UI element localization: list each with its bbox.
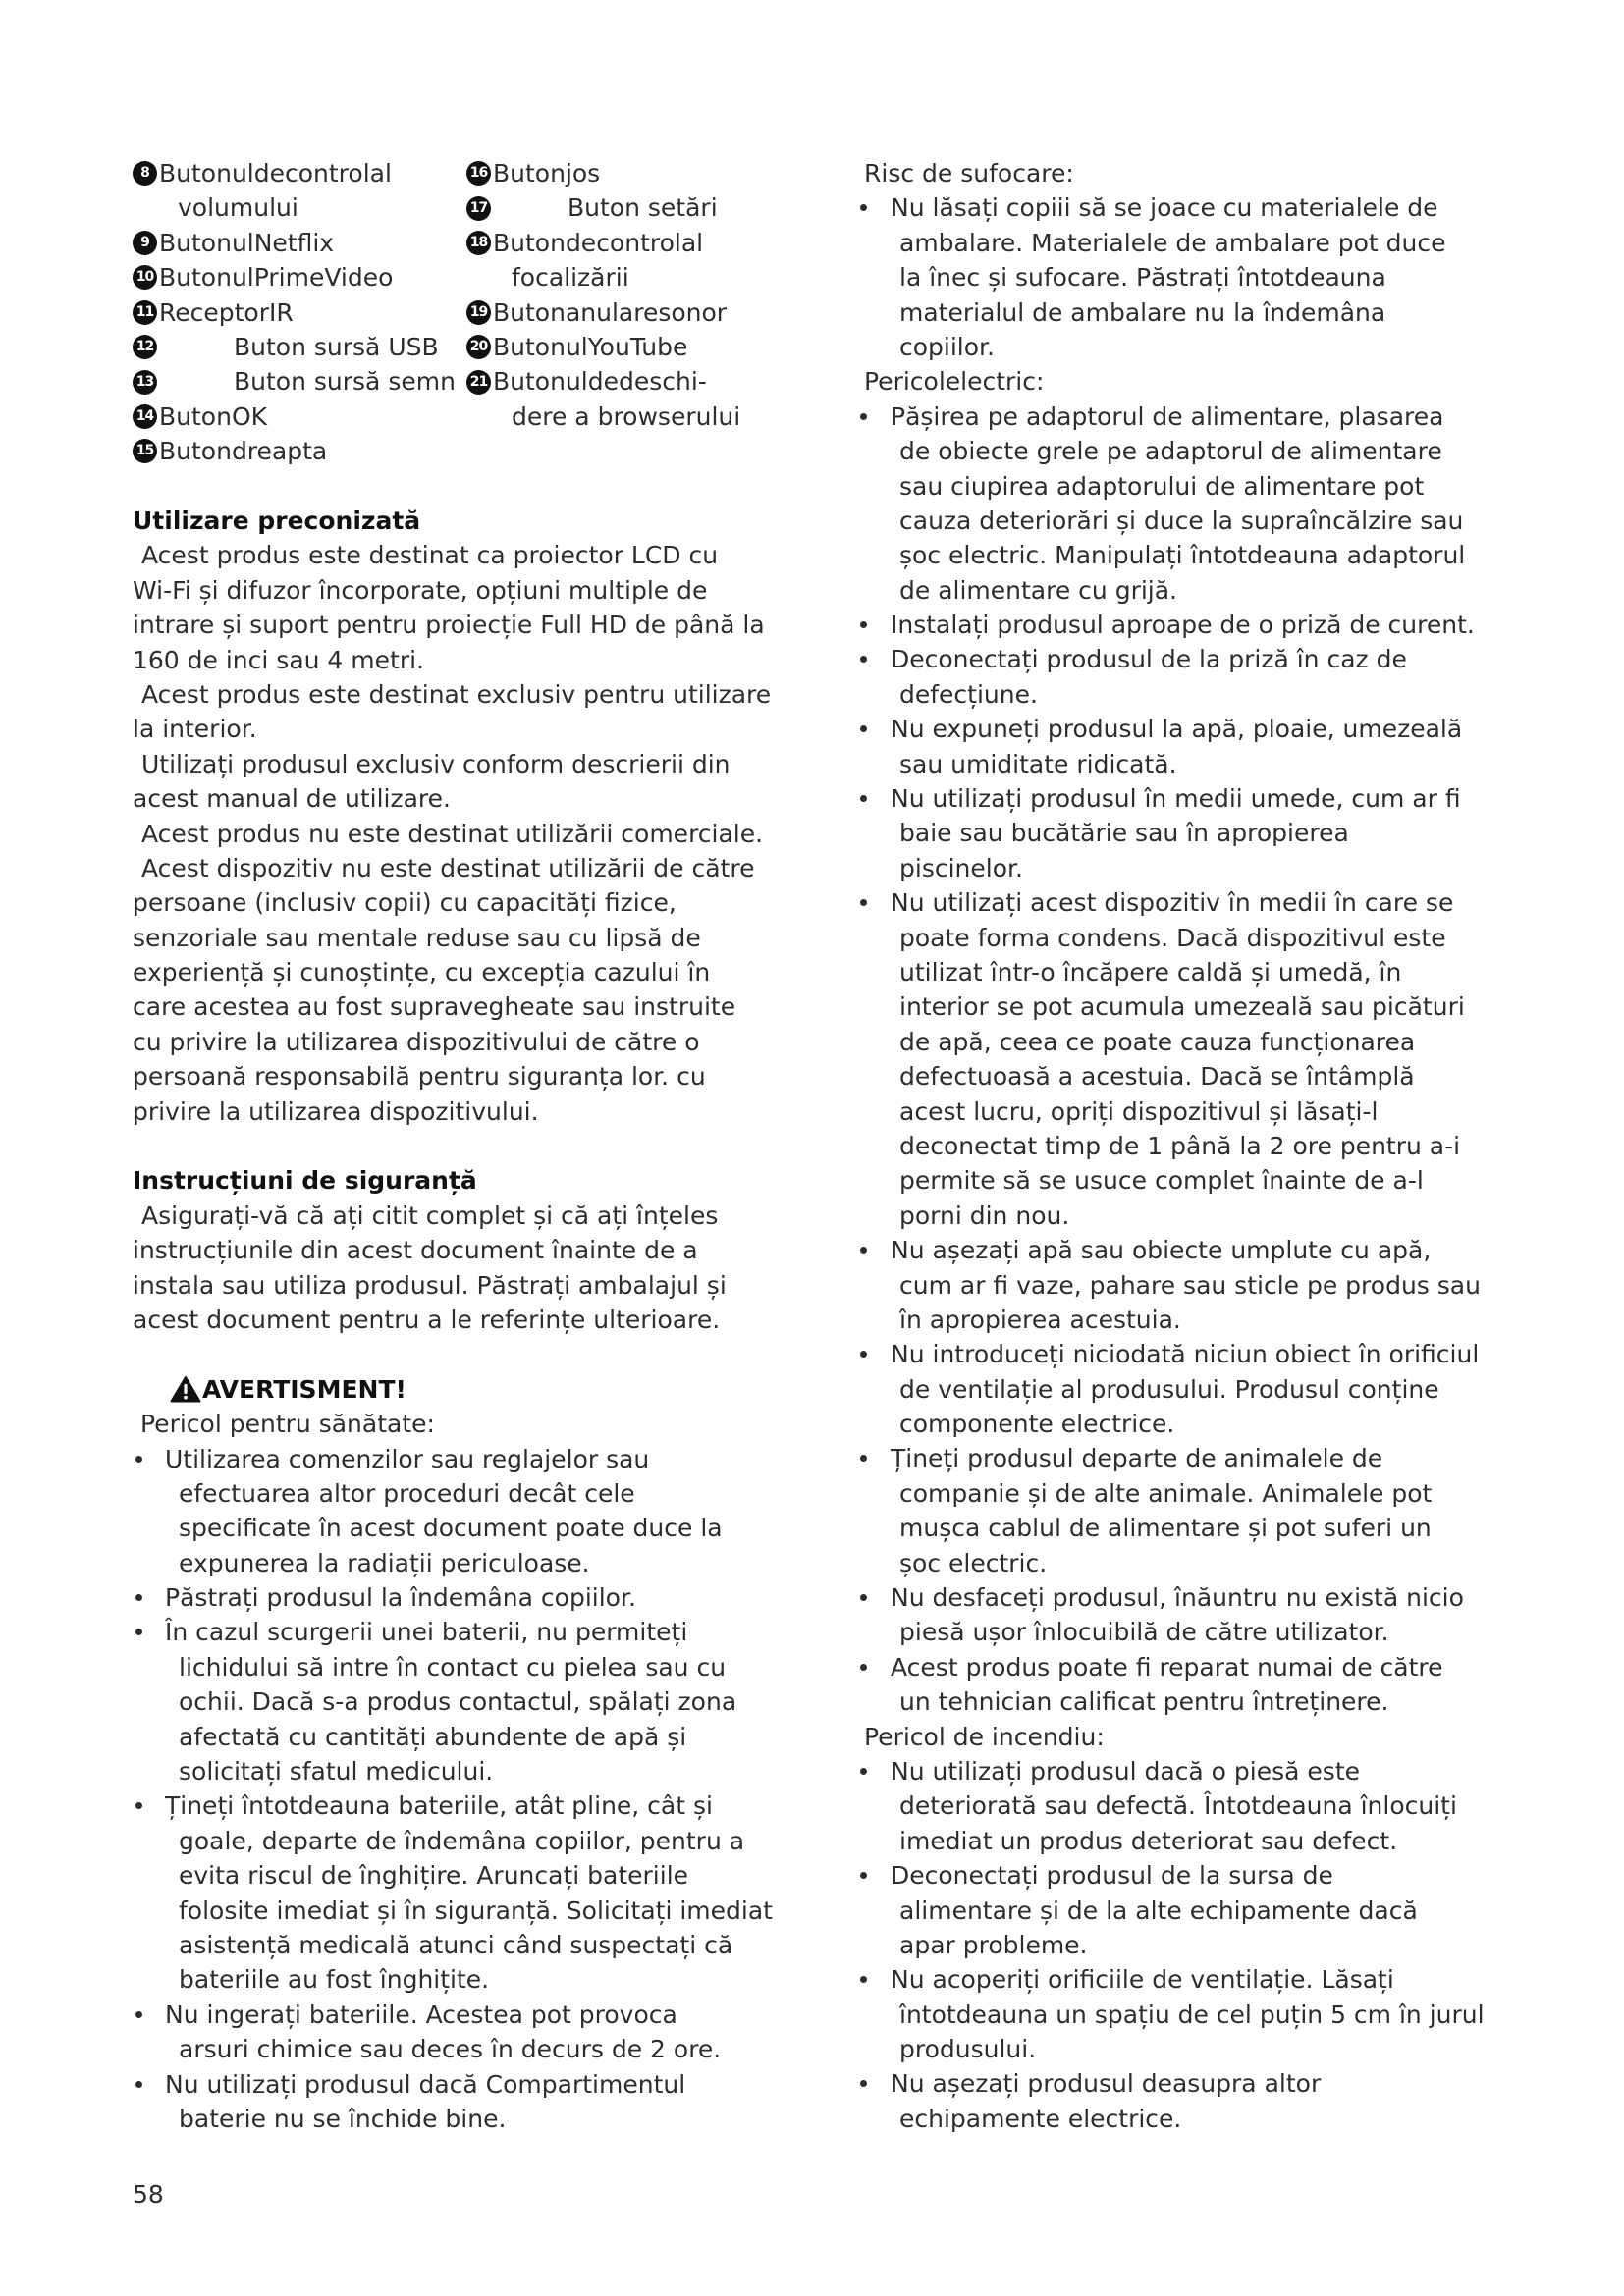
button-legend-item [466, 226, 740, 295]
bullet-item [859, 1441, 1586, 1580]
bullet-line: interior se pot acumula umezeală sau picături [899, 992, 1465, 1022]
button-legend-label: Buton sursă semn [234, 367, 456, 397]
number-badge: 20 [466, 335, 491, 359]
paragraph-line: Acest produs nu este destinat utilizării comerciale. [141, 819, 764, 848]
bullet-line: de ventilație al produsului. Produsul conține [899, 1374, 1439, 1404]
paragraph [133, 851, 820, 1129]
bullet-line: Nu așezați produsul deasupra altor [891, 2069, 1322, 2099]
section-heading: Instrucțiuni de siguranță [133, 1166, 477, 1196]
button-legend-label: Butondecontrolal [493, 228, 704, 257]
hazard-category-label: Pericol de incendiu: [864, 1722, 1105, 1751]
button-legend-line [466, 330, 740, 364]
bullet-line: solicitați sfatul medicului. [179, 1757, 494, 1787]
bullet-item [133, 1615, 820, 1789]
warning-label: AVERTISMENT! [202, 1374, 406, 1404]
bullet-line: la înec și sufocare. Păstrați întotdeauna [899, 263, 1386, 293]
bullet-item [859, 1962, 1586, 2066]
bullet-item [859, 1754, 1586, 1858]
bullet-item [859, 642, 1586, 712]
number-badge: 17 [466, 196, 491, 221]
paragraph-line: Utilizați produsul exclusiv conform descrierii din [141, 749, 731, 778]
bullet-dot-icon [860, 204, 867, 211]
bullet-dot-icon [860, 1247, 867, 1254]
bullet-item [859, 2066, 1586, 2136]
bullet-dot-icon [860, 621, 867, 628]
button-legend-label: ButonulYouTube [493, 332, 688, 361]
button-legend-item [133, 260, 456, 294]
hazard-category-label: Risc de sufocare: [864, 159, 1074, 187]
paragraph [133, 1199, 820, 1338]
button-legend-label: ButonulPrimeVideo [159, 263, 394, 293]
bullet-item [859, 1337, 1586, 1441]
bullet-line: Nu ingerați bateriile. Acestea pot provoca [165, 2000, 677, 2029]
number-badge: 19 [466, 300, 491, 325]
button-legend-label: ReceptorIR [159, 297, 294, 327]
bullet-line: asistență medicală atunci când suspectați că [179, 1931, 733, 1959]
button-legend-item [133, 295, 456, 330]
bullet-line: Țineți întotdeauna bateriile, atât pline, cât și [165, 1791, 713, 1821]
bullet-dot-icon [135, 2081, 142, 2088]
warning-triangle-icon [170, 1375, 201, 1403]
bullet-line: piesă ușor înlocuibilă de către utilizator. [899, 1618, 1389, 1647]
number-badge: 14 [133, 404, 157, 429]
bullet-line: utilizat într-o încăpere caldă și umedă, în [899, 957, 1402, 987]
button-legend-label: Butonanularesonor [493, 297, 728, 327]
button-legend-line [133, 400, 456, 434]
bullet-line: Nu acoperiți orificiile de ventilație. Lăsați [891, 1965, 1394, 1995]
bullet-line: Nu utilizați produsul în medii umede, cum ar fi [891, 784, 1461, 814]
bullet-line: în apropierea acestuia. [899, 1305, 1181, 1334]
button-legend-item [133, 400, 456, 434]
bullet-dot-icon [135, 1802, 142, 1809]
number-badge: 8 [133, 161, 157, 186]
bullet-dot-icon [860, 899, 867, 906]
paragraph-line: intrare și suport pentru proiecție Full HD de până la [133, 611, 765, 640]
bullet-line: lichidului să intre în contact cu pielea sau cu [179, 1652, 727, 1682]
button-legend-item [133, 330, 456, 364]
bullet-line: imediat un produs deteriorat sau defect. [899, 1826, 1398, 1855]
bullet-item [133, 1998, 820, 2067]
bullet-line: Țineți produsul departe de animalele de [891, 1444, 1383, 1473]
bullet-item [859, 608, 1586, 642]
bullet-line: Deconectați produsul de la priză în caz de [891, 645, 1407, 674]
button-legend-label: Buton sursă USB [234, 332, 439, 361]
section-heading: Utilizare preconizată [133, 506, 421, 535]
page-number: 58 [133, 2180, 164, 2209]
bullet-line: bateriile au fost înghițite. [179, 1965, 490, 1995]
paragraph-line: Acest produs este destinat ca proiector LCD cu [141, 541, 719, 570]
bullet-line: Deconectați produsul de la sursa de [891, 1861, 1333, 1891]
bullet-item [859, 190, 1586, 364]
hazard-category-label: Pericolelectric: [864, 367, 1045, 397]
paragraph-line: experiență și cunoștințe, cu excepția cazului în [133, 958, 711, 988]
bullet-dot-icon [860, 1768, 867, 1775]
bullet-line: Instalați produsul aproape de o priză de curent. [891, 611, 1475, 640]
paragraph [133, 677, 820, 747]
button-legend [133, 156, 820, 469]
bullet-line: copiilor. [899, 332, 995, 361]
bullet-line: acest lucru, opriți dispozitivul și lăsați-l [899, 1096, 1379, 1126]
bullet-line: apar probleme. [899, 1930, 1088, 1959]
bullet-item [859, 1650, 1586, 1720]
bullet-line: În cazul scurgerii unei baterii, nu permiteți [165, 1618, 688, 1647]
number-badge: 18 [466, 231, 491, 255]
bullet-dot-icon [860, 1455, 867, 1462]
bullet-line: produsului. [899, 2035, 1037, 2064]
bullet-line: Nu utilizați produsul dacă Compartimentul [165, 2069, 686, 2099]
button-legend-label: ButonOK [159, 401, 268, 431]
bullet-line: Nu expuneți produsul la apă, ploaie, umezeală [891, 715, 1463, 744]
bullet-dot-icon [860, 725, 867, 732]
bullet-line: poate forma condens. Dacă dispozitivul este [899, 923, 1446, 952]
bullet-dot-icon [860, 413, 867, 420]
button-legend-label: Buton setări [568, 193, 718, 223]
paragraph-line: Asigurați-vă că ați citit complet și că ați înțeles [141, 1201, 719, 1230]
bullet-line: defectuoasă a acestuia. Dacă se întâmplă [899, 1062, 1415, 1092]
button-legend-line [133, 226, 456, 260]
bullet-dot-icon [860, 1351, 867, 1358]
bullet-dot-icon [860, 795, 867, 802]
bullet-dot-icon [860, 1594, 867, 1601]
button-legend-label: Butondreapta [159, 437, 328, 466]
bullet-line: de alimentare cu grijă. [899, 575, 1178, 605]
paragraph-line: persoană responsabilă pentru siguranța lor. cu [133, 1062, 706, 1092]
bullet-line: baterie nu se închide bine. [179, 2104, 507, 2133]
paragraph-line: Acest dispozitiv nu este destinat utilizării de către [141, 853, 755, 882]
bullet-line: de apă, ceea ce poate cauza funcționarea [899, 1027, 1416, 1056]
paragraph-line: cu privire la utilizarea dispozitivului de către o [133, 1027, 700, 1056]
bullet-line: materialul de ambalare nu la îndemâna [899, 297, 1386, 327]
button-legend-line [133, 364, 456, 399]
bullet-line: evita riscul de înghițire. Aruncați bateriile [179, 1861, 689, 1891]
bullet-dot-icon [135, 2011, 142, 2018]
bullet-dot-icon [135, 1594, 142, 1601]
bullet-line: cum ar fi vaze, pahare sau sticle pe produs sau [899, 1270, 1481, 1300]
button-legend-right [466, 156, 740, 434]
number-badge: 13 [133, 370, 157, 395]
button-legend-item [466, 156, 740, 190]
button-legend-item [466, 295, 740, 330]
bullet-dot-icon [860, 2080, 867, 2087]
bullet-item [859, 400, 1586, 608]
bullet-line: afectată cu cantități abundente de apă și [179, 1722, 687, 1751]
paragraph-line: acest manual de utilizare. [133, 784, 451, 814]
paragraph-line: persoane (inclusiv copii) cu capacități fizice, [133, 888, 677, 918]
bullet-item [859, 712, 1586, 781]
right-column [859, 156, 1586, 2136]
number-badge: 12 [133, 335, 157, 359]
button-legend-item [466, 364, 740, 434]
bullet-dot-icon [135, 1629, 142, 1635]
bullet-line: folosite imediat și în siguranță. Solicitați imediat [179, 1896, 773, 1925]
bullet-item [859, 885, 1586, 1233]
bullet-line: arsuri chimice sau deces în decurs de 2 ore. [179, 2035, 722, 2064]
bullet-line: Nu utilizați acest dispozitiv în medii în care se [891, 888, 1454, 918]
paragraph [133, 747, 820, 817]
paragraph-line: Acest produs este destinat exclusiv pentru utilizare [141, 679, 772, 709]
bullet-item [133, 1580, 820, 1615]
button-legend-label: ButonulNetflix [159, 228, 335, 257]
paragraph-line: 160 de inci sau 4 metri. [133, 645, 424, 674]
bullet-line: goale, departe de îndemâna copiilor, pentru a [179, 1826, 745, 1855]
bullet-line: Nu așezați apă sau obiecte umplute cu apă, [891, 1236, 1432, 1265]
bullet-line: mușca cablul de alimentare și pot suferi un [899, 1514, 1432, 1543]
bullet-line: un tehnician calificat pentru întreținere. [899, 1687, 1389, 1717]
warning-heading [133, 1372, 820, 1407]
paragraph-line: instrucțiunile din acest document înainte de a [133, 1236, 698, 1265]
button-legend-item [133, 364, 456, 399]
bullet-item [859, 1858, 1586, 1962]
button-legend-item [133, 434, 456, 468]
bullet-item [133, 1789, 820, 1997]
bullet-line: efectuarea altor proceduri decât cele [179, 1478, 635, 1508]
number-badge: 11 [133, 300, 157, 325]
bullet-line: deconectat timp de 1 până la 2 ore pentru a-i [899, 1131, 1461, 1160]
bullet-line: ochii. Dacă s-a produs contactul, spălați zona [179, 1687, 737, 1717]
bullet-line: echipamente electrice. [899, 2104, 1182, 2133]
button-legend-item [466, 330, 740, 364]
paragraph-line: acest document pentru a le referințe ulterioare. [133, 1305, 721, 1334]
bullet-item [133, 1442, 820, 1581]
bullet-line: Acest produs poate fi reparat numai de către [891, 1652, 1443, 1682]
bullet-line: piscinelor. [899, 853, 1023, 882]
button-legend-left [133, 156, 456, 469]
paragraph-line: la interior. [133, 715, 257, 744]
button-legend-line [133, 434, 456, 468]
button-legend-line [466, 226, 740, 260]
bullet-line: companie și de alte animale. Animalele pot [899, 1478, 1433, 1508]
button-legend-item [133, 156, 456, 226]
bullet-line: întotdeauna un spațiu de cel puțin 5 cm în jurul [899, 2000, 1485, 2029]
bullet-item [133, 2067, 820, 2137]
button-legend-label: Butonjos [493, 159, 601, 187]
bullet-line: expunerea la radiații periculoase. [179, 1548, 590, 1577]
button-legend-line [466, 364, 740, 399]
paragraph-line: privire la utilizarea dispozitivului. [133, 1096, 539, 1126]
button-legend-line [133, 295, 456, 330]
number-badge: 10 [133, 265, 157, 290]
button-legend-item [133, 226, 456, 260]
button-legend-line: focalizării [512, 263, 629, 293]
bullet-item [859, 1580, 1586, 1650]
bullet-line: cauza deteriorări și duce la supraîncălzire sau [899, 506, 1464, 535]
left-column [133, 156, 820, 2136]
number-badge: 15 [133, 439, 157, 463]
bullet-line: Utilizarea comenzilor sau reglajelor sau [165, 1444, 650, 1473]
bullet-line: baie sau bucătărie sau în apropierea [899, 819, 1349, 848]
bullet-line: sau ciupirea adaptorului de alimentare pot [899, 471, 1425, 501]
bullet-dot-icon [860, 1976, 867, 1983]
bullet-line: șoc electric. [899, 1548, 1048, 1577]
button-legend-label: Butonuldedeschi- [493, 367, 707, 397]
bullet-line: porni din nou. [899, 1201, 1070, 1230]
button-legend-line: dere a browserului [512, 401, 741, 431]
paragraph-line: senzoriale sau mentale reduse sau cu lipsă de [133, 923, 701, 952]
paragraph [133, 538, 820, 677]
bullet-line: sau umiditate ridicată. [899, 749, 1177, 778]
bullet-line: defecțiune. [899, 679, 1038, 709]
bullet-line: permite să se usuce complet înainte de a-l [899, 1166, 1424, 1196]
bullet-dot-icon [135, 1456, 142, 1463]
button-legend-line [133, 156, 456, 190]
bullet-dot-icon [860, 1664, 867, 1671]
button-legend-line [466, 295, 740, 330]
bullet-line: Nu introduceți niciodată niciun obiect în orificiul [891, 1340, 1480, 1369]
bullet-dot-icon [860, 1872, 867, 1879]
bullet-line: Nu utilizați produsul dacă o piesă este [891, 1756, 1361, 1786]
number-badge: 21 [466, 370, 491, 395]
paragraph-line: care acestea au fost supravegheate sau instruite [133, 992, 736, 1022]
bullet-line: deteriorată sau defectă. Întotdeauna înlocuiți [899, 1791, 1457, 1821]
bullet-dot-icon [860, 656, 867, 663]
bullet-line: Păstrați produsul la îndemâna copiilor. [165, 1583, 636, 1613]
button-legend-line [466, 156, 740, 190]
hazard-category-label: Pericol pentru sănătate: [140, 1410, 435, 1439]
bullet-line: șoc electric. Manipulați întotdeauna adaptorul [899, 541, 1466, 570]
bullet-line: alimentare și de la alte echipamente dacă [899, 1896, 1418, 1925]
bullet-line: Pășirea pe adaptorul de alimentare, plasarea [891, 401, 1444, 431]
bullet-line: Nu lăsați copiii să se joace cu materialele de [891, 193, 1438, 223]
number-badge: 9 [133, 231, 157, 255]
number-badge: 16 [466, 161, 491, 186]
button-legend-line [133, 330, 456, 364]
bullet-item [859, 781, 1586, 885]
bullet-line: specificate în acest document poate duce la [179, 1514, 723, 1543]
button-legend-item [466, 190, 740, 225]
paragraph-line: Wi-Fi și difuzor încorporate, opțiuni multiple de [133, 575, 708, 605]
button-legend-label: Butonuldecontrolal [159, 159, 392, 187]
bullet-line: Nu desfaceți produsul, înăuntru nu există nicio [891, 1583, 1464, 1613]
bullet-line: de obiecte grele pe adaptorul de alimentare [899, 437, 1442, 466]
button-legend-line [133, 260, 456, 294]
paragraph [133, 817, 820, 851]
button-legend-line: volumului [178, 193, 298, 223]
paragraph-line: instala sau utiliza produsul. Păstrați ambalajul și [133, 1270, 727, 1300]
bullet-line: ambalare. Materialele de ambalare pot duce [899, 228, 1446, 257]
bullet-item [859, 1233, 1586, 1337]
bullet-line: componente electrice. [899, 1410, 1175, 1439]
button-legend-line [466, 190, 740, 225]
